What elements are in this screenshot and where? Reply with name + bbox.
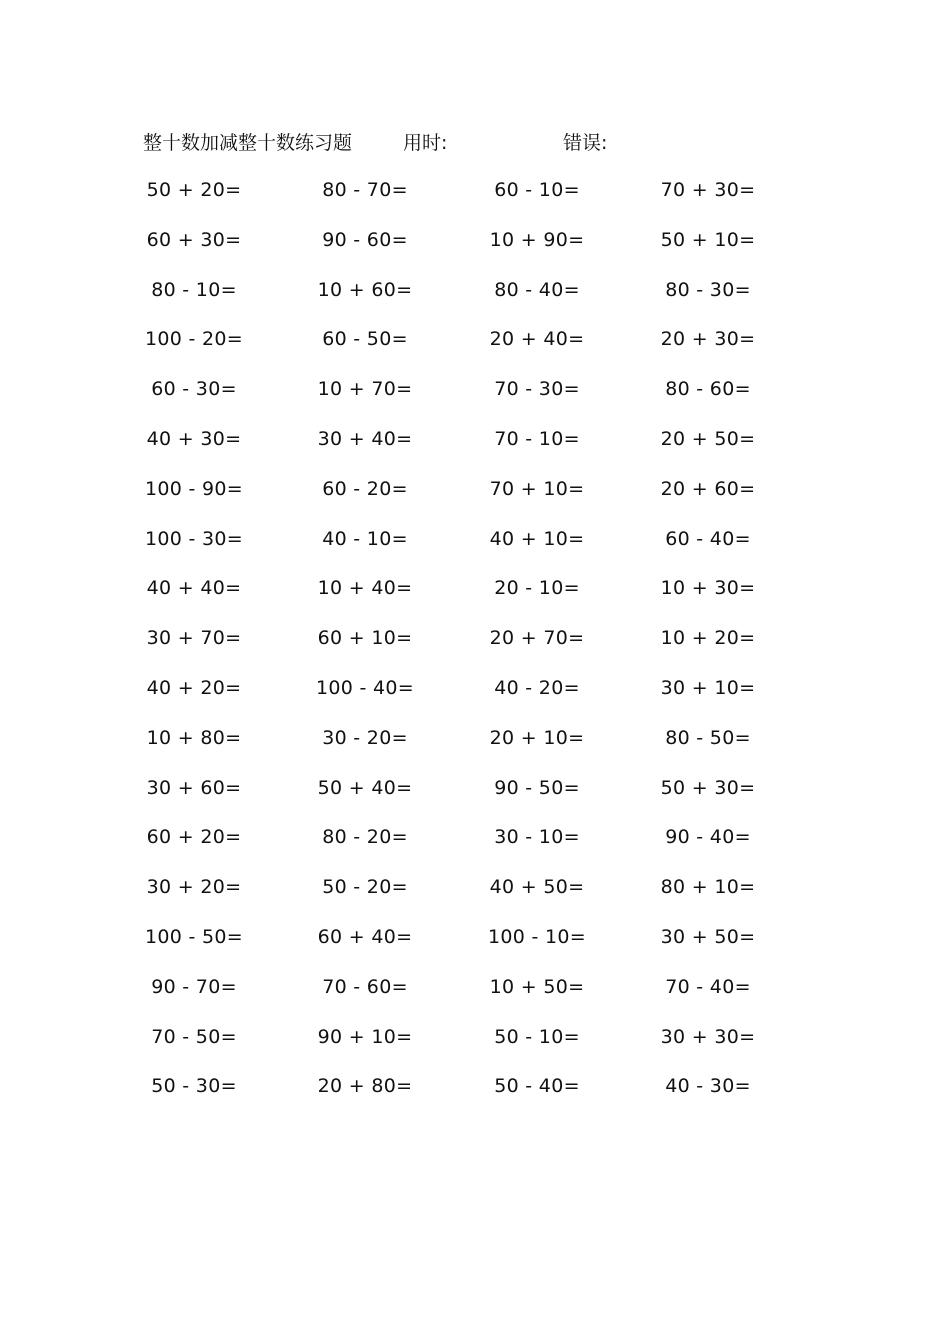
problem: 30 + 40= (317, 427, 413, 450)
problem: 60 - 50= (322, 328, 408, 351)
problem: 50 - 10= (494, 1025, 580, 1048)
problem: 60 + 40= (317, 925, 413, 948)
problem: 30 - 10= (494, 826, 580, 849)
problem-grid (108, 172, 828, 1118)
problem: 40 + 20= (146, 676, 242, 699)
problem: 70 + 30= (660, 179, 756, 201)
problem: 20 + 80= (317, 1075, 413, 1098)
problem-row (108, 421, 828, 471)
problem: 80 - 50= (665, 726, 751, 749)
problem: 60 + 10= (317, 627, 413, 650)
problem: 80 + 10= (660, 876, 756, 899)
problem: 20 + 60= (660, 477, 756, 500)
problem: 100 - 50= (145, 925, 243, 948)
problem: 80 - 40= (494, 278, 580, 301)
problem: 100 - 30= (145, 527, 243, 550)
problem: 30 + 30= (660, 1025, 756, 1048)
problem: 70 - 30= (494, 378, 580, 401)
problem: 100 - 10= (488, 925, 586, 948)
problem-row (108, 869, 828, 919)
time-label: 用时: (403, 132, 448, 154)
problem: 100 - 90= (145, 477, 243, 500)
problem: 90 - 40= (665, 826, 751, 849)
problem-row (108, 919, 828, 969)
problem: 70 - 50= (151, 1025, 237, 1048)
problem: 80 - 70= (322, 179, 408, 201)
problem-row (108, 371, 828, 421)
problem-row (108, 570, 828, 620)
problem: 60 - 40= (665, 527, 751, 550)
problem-row (108, 272, 828, 322)
problem: 20 + 30= (660, 328, 756, 351)
problem: 30 + 50= (660, 925, 756, 948)
problem-row (108, 770, 828, 820)
problem: 100 - 20= (145, 328, 243, 351)
problem: 70 + 10= (489, 477, 585, 500)
problem: 90 + 10= (317, 1025, 413, 1048)
problem: 60 - 20= (322, 477, 408, 500)
problem-row (108, 720, 828, 770)
problem: 50 - 40= (494, 1075, 580, 1098)
problem: 40 - 20= (494, 676, 580, 699)
problem: 60 + 20= (146, 826, 242, 849)
problem-row (108, 222, 828, 272)
problem: 50 - 30= (151, 1075, 237, 1098)
problem: 20 + 10= (489, 726, 585, 749)
problem: 40 - 30= (665, 1075, 751, 1098)
problem-row (108, 1068, 828, 1118)
problem: 40 + 30= (146, 427, 242, 450)
problem: 50 + 20= (146, 179, 242, 201)
problem: 70 - 60= (322, 975, 408, 998)
problem-row (108, 620, 828, 670)
problem: 50 + 10= (660, 228, 756, 251)
problem: 30 + 20= (146, 876, 242, 899)
problem: 10 + 30= (660, 577, 756, 600)
problem: 10 + 20= (660, 627, 756, 650)
worksheet-title: 整十数加减整十数练习题 (143, 132, 353, 154)
problem: 20 + 70= (489, 627, 585, 650)
problem: 40 + 40= (146, 577, 242, 600)
problem: 10 + 80= (146, 726, 242, 749)
problem: 80 - 20= (322, 826, 408, 849)
problem: 40 + 10= (489, 527, 585, 550)
problem-row (108, 819, 828, 869)
problem: 10 + 50= (489, 975, 585, 998)
problem-row (108, 1019, 828, 1069)
problem: 90 - 60= (322, 228, 408, 251)
problem-row (108, 670, 828, 720)
problem-row (108, 471, 828, 521)
problem: 60 + 30= (146, 228, 242, 251)
problem: 20 - 10= (494, 577, 580, 600)
problem-row (108, 172, 828, 222)
problem: 30 - 20= (322, 726, 408, 749)
problem: 50 + 30= (660, 776, 756, 799)
problem-row (108, 321, 828, 371)
problem: 60 - 30= (151, 378, 237, 401)
problem: 80 - 30= (665, 278, 751, 301)
worksheet-header (0, 128, 950, 158)
problem: 70 - 40= (665, 975, 751, 998)
problem-row (108, 521, 828, 571)
problem: 50 - 20= (322, 876, 408, 899)
problem: 80 - 10= (151, 278, 237, 301)
problem: 100 - 40= (316, 676, 414, 699)
problem: 20 + 50= (660, 427, 756, 450)
problem: 30 + 70= (146, 627, 242, 650)
problem: 70 - 10= (494, 427, 580, 450)
problem: 30 + 10= (660, 676, 756, 699)
problem-row (108, 969, 828, 1019)
problem: 10 + 40= (317, 577, 413, 600)
problem: 10 + 60= (317, 278, 413, 301)
problem: 90 - 50= (494, 776, 580, 799)
problem: 30 + 60= (146, 776, 242, 799)
problem: 40 + 50= (489, 876, 585, 899)
problem: 80 - 60= (665, 378, 751, 401)
errors-label: 错误: (563, 132, 608, 154)
problem: 10 + 70= (317, 378, 413, 401)
problem: 50 + 40= (317, 776, 413, 799)
problem: 60 - 10= (494, 179, 580, 201)
problem: 90 - 70= (151, 975, 237, 998)
problem: 10 + 90= (489, 228, 585, 251)
problem: 20 + 40= (489, 328, 585, 351)
problem: 40 - 10= (322, 527, 408, 550)
